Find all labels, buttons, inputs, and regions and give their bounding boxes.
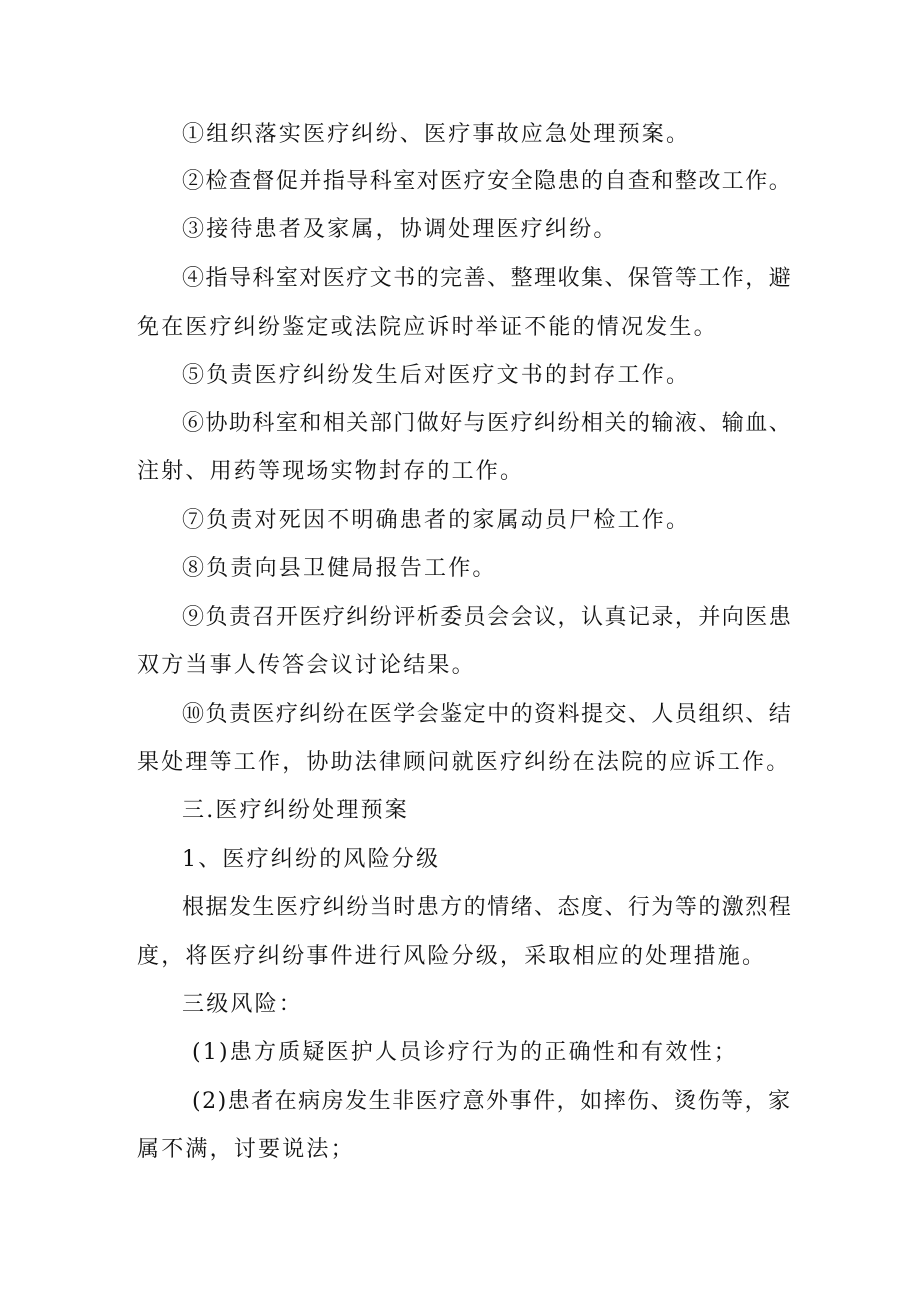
text-line: ⑧负责向县卫健局报告工作。: [182, 556, 497, 581]
text-line: ⑨负责召开医疗纠纷评析委员会会议，认真记录，并向医患: [182, 605, 793, 630]
section-heading: 三.医疗纠纷处理预案: [182, 798, 409, 823]
risk-level-heading: 三级风险：: [182, 992, 304, 1017]
text-line: ⑦负责对死因不明确患者的家属动员尸检工作。: [182, 508, 691, 533]
text-line: 免在医疗纠纷鉴定或法院应诉时举证不能的情况发生。: [137, 315, 718, 340]
text-line: ⑥协助科室和相关部门做好与医疗纠纷相关的输液、输血、: [182, 411, 793, 436]
text-line: ④指导科室对医疗文书的完善、整理收集、保管等工作，避: [182, 266, 793, 291]
list-item: (1)患方质疑医护人员诊疗行为的正确性和有效性；: [192, 1040, 738, 1065]
text-line: 果处理等工作，协助法律顾问就医疗纠纷在法院的应诉工作。: [137, 750, 791, 775]
text-line: 属不满，讨要说法；: [137, 1137, 355, 1162]
text-line: 双方当事人传答会议讨论结果。: [137, 653, 476, 678]
text-line: ①组织落实医疗纠纷、医疗事故应急处理预案。: [182, 122, 691, 147]
text-line: 注射、用药等现场实物封存的工作。: [137, 459, 525, 484]
text-line: ⑩负责医疗纠纷在医学会鉴定中的资料提交、人员组织、结: [182, 702, 793, 727]
subsection-heading: 1、医疗纠纷的风险分级: [182, 847, 441, 872]
text-line: 度，将医疗纠纷事件进行风险分级，采取相应的处理措施。: [137, 944, 767, 969]
list-item: (2)患者在病房发生非医疗意外事件，如摔伤、烫伤等，家: [192, 1089, 792, 1114]
text-line: 根据发生医疗纠纷当时患方的情绪、态度、行为等的激烈程: [182, 895, 793, 920]
text-line: ②检查督促并指导科室对医疗安全隐患的自查和整改工作。: [182, 169, 793, 194]
text-line: ⑤负责医疗纠纷发生后对医疗文书的封存工作。: [182, 363, 691, 388]
text-line: ③接待患者及家属，协调处理医疗纠纷。: [182, 217, 618, 242]
